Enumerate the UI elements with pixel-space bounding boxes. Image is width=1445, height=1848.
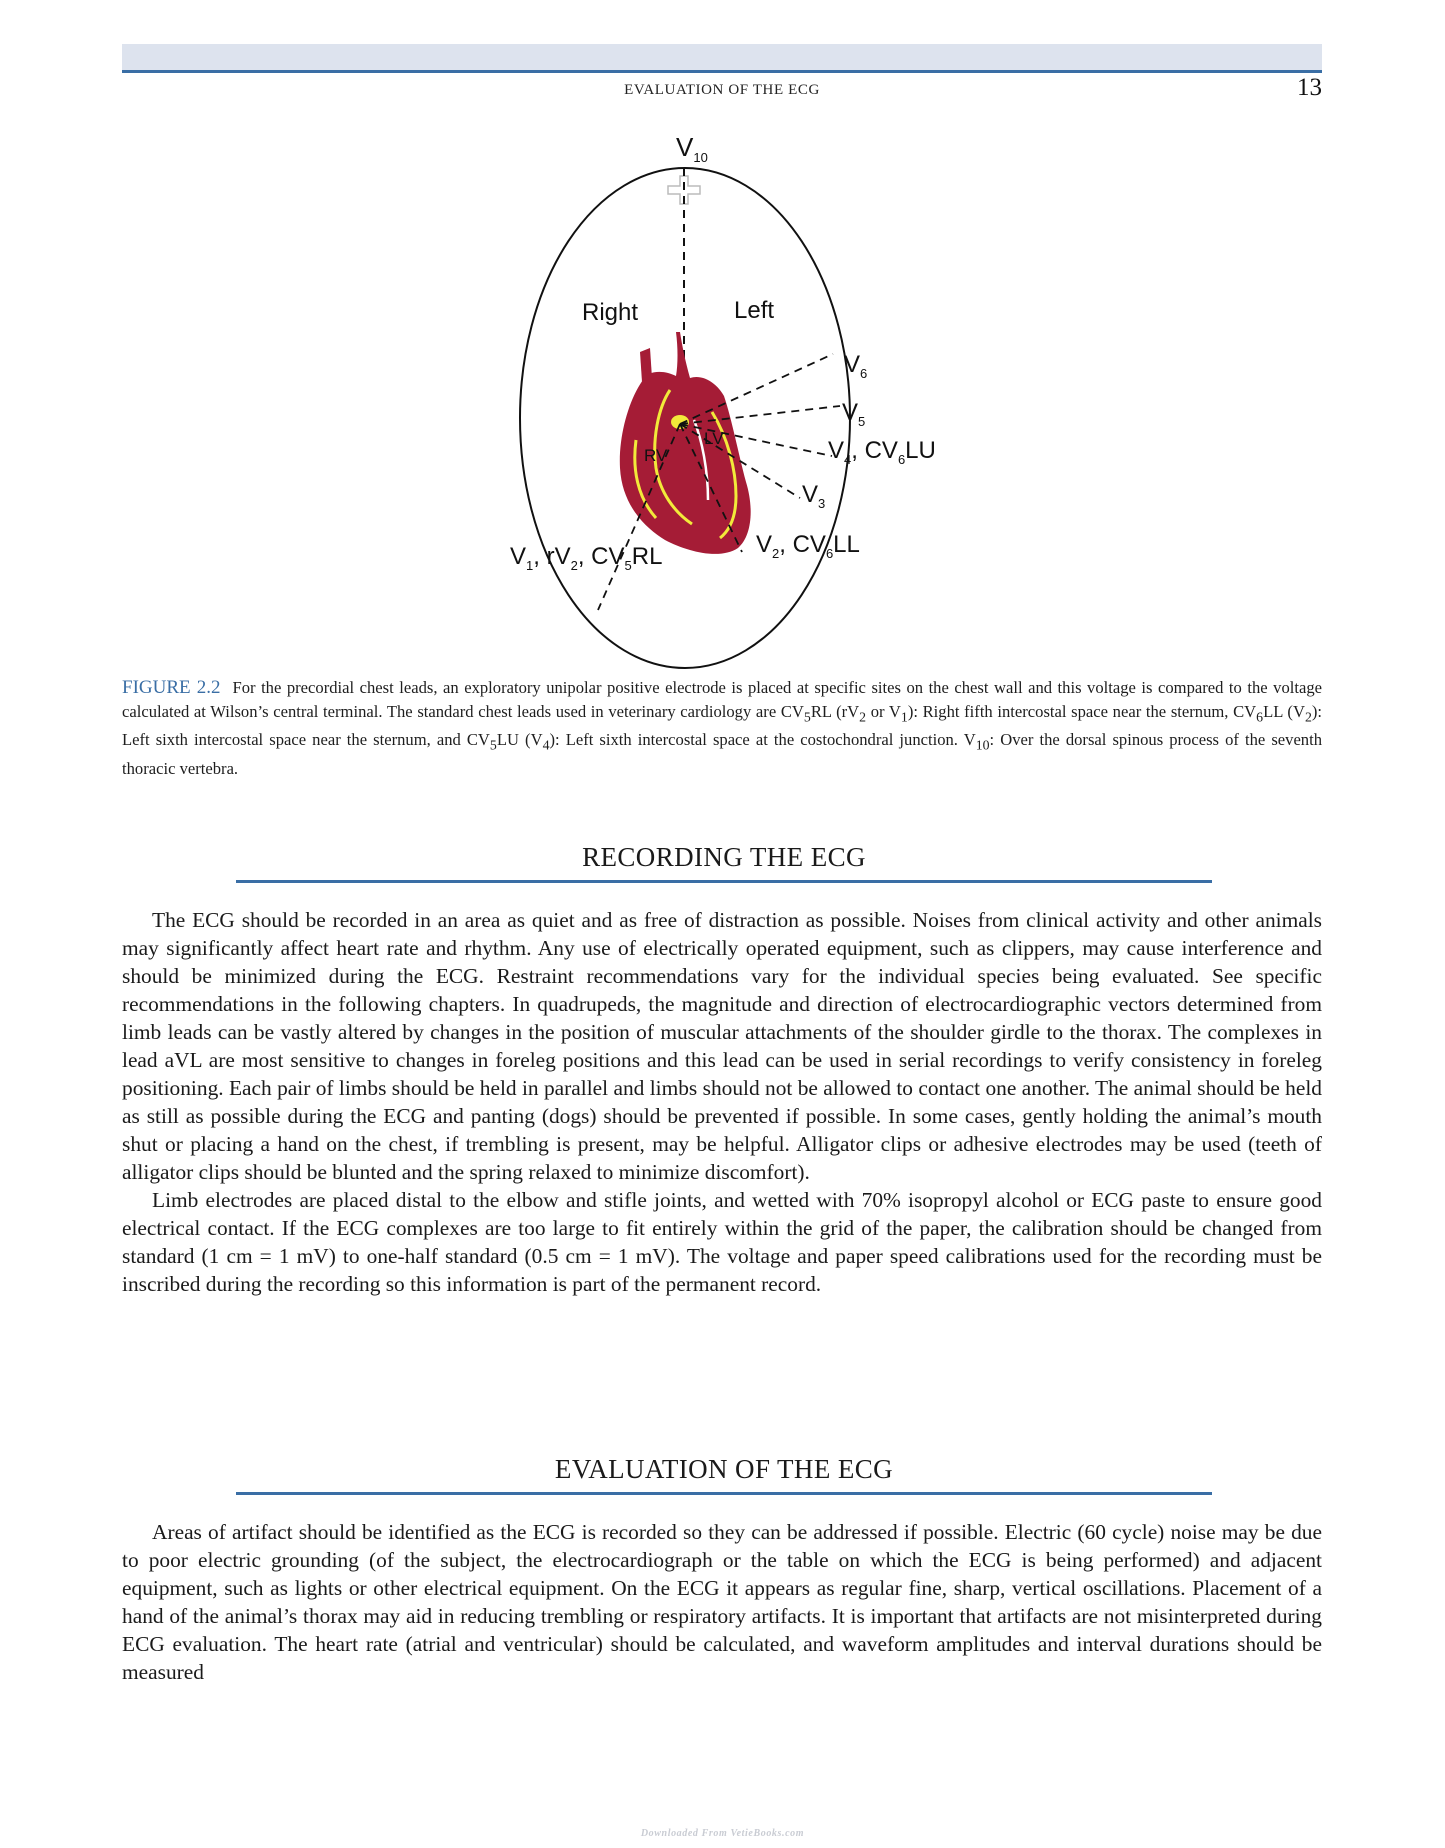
precordial-leads-figure <box>480 120 960 680</box>
section-rule <box>236 1492 1212 1495</box>
running-head: EVALUATION OF THE ECG <box>624 82 820 98</box>
section-rule <box>236 880 1212 883</box>
figure-label: FIGURE 2.2 <box>122 677 221 698</box>
lv-label: LV <box>704 429 724 448</box>
footer-watermark: Downloaded From VetieBooks.com <box>640 1828 805 1839</box>
rv-label: RV <box>644 446 668 465</box>
v6-label: $V_6$ <box>844 351 868 381</box>
v1-label: $V_1$, $rV_2$, $CV_5RL$ <box>510 543 663 573</box>
heart-icon <box>620 332 751 554</box>
header-band <box>122 44 1322 73</box>
right-label: Right <box>582 299 639 326</box>
left-label: Left <box>734 297 775 324</box>
section-body-evaluation <box>122 1518 1322 1686</box>
section-heading-evaluation: EVALUATION OF THE ECG <box>554 1454 894 1484</box>
v5-label: $V_5$ <box>842 399 866 429</box>
v10-label: $V_{10}$ <box>676 132 708 165</box>
paragraph: Limb electrodes are placed distal to the elbow and stifle joints, and wetted with 70% isopropyl alcohol or ECG paste to ensure good electrical contact. If the ECG complexes are too large to fit entirely within the grid of the paper, the calibration should be changed from standard (1 cm = 1 mV) to one-half standard (0.5 cm = 1 mV). The voltage and paper speed calibrations used for the recording must be inscribed during the recording so this information is part of the permanent record. <box>122 1188 1322 1296</box>
section-heading-recording: RECORDING THE ECG <box>582 842 866 872</box>
v3-label: $V_3$ <box>802 481 826 511</box>
v2-label: $V_2$, $CV_6LL$ <box>756 531 860 561</box>
v4-label: $V_4$, $CV_6LU$ <box>828 437 936 467</box>
paragraph: The ECG should be recorded in an area as quiet and as free of distraction as possible. Noises from clinical activity and other animals may significantly affect heart rate and rhythm. Any use of electrically operated equipment, such as clippers, may cause interference and should be minimized during the ECG. Restraint recommendations vary for the individual species being evaluated. See specific recommendations in the following chapters. In quadrupeds, the magnitude and direction of electrocardiographic vectors determined from limb leads can be vastly altered by changes in the position of muscular attachments of the shoulder girdle to the thorax. The complexes in lead aVL are most sensitive to changes in foreleg positions and this lead can be used in serial recordings to verify consistency in foreleg positioning. Each pair of limbs should be held in parallel and limbs should not be allowed to contact one another. The animal should be held as still as possible during the ECG and panting (dogs) should be prevented if possible. In some cases, gently holding the animal’s mouth shut or placing a hand on the chest, if trembling is present, may be helpful. Alligator clips or adhesive electrodes may be used (teeth of alligator clips should be blunted and the spring relaxed to minimize discomfort). <box>122 908 1322 1184</box>
section-body-recording <box>122 906 1322 1298</box>
paragraph: Areas of artifact should be identified as the ECG is recorded so they can be addressed if possible. Electric (60 cycle) noise may be due to poor electric grounding (of the subject, the electrocardiograph or the table on which the ECG is being performed) and adjacent equipment, such as lights or other electrical equipment. On the ECG it appears as regular fine, sharp, vertical oscillations. Placement of a hand of the animal’s thorax may aid in reducing trembling or respiratory artifacts. It is important that artifacts are not misinterpreted during ECG evaluation. The heart rate (atrial and ventricular) should be calculated, and waveform amplitudes and interval durations should be measured <box>122 1520 1322 1684</box>
page-number: 13 <box>1297 74 1322 101</box>
figure-caption: FIGURE 2.2 For the precordial chest leads, an exploratory unipolar positive electrode is placed at specific sites on the chest wall and this voltage is compared to the voltage calculated at Wilson’s central terminal. The standard chest leads used in veterinary cardiology are $CV_5RL$ ($rV_2$ or $V_1$): Right fifth intercostal space near the sternum, $CV_6LL$ $(V_2)$: Left sixth intercostal space near the sternum, and $CV_5LU$ $(V_4)$: Left sixth intercostal space at the costochondral junction. $V_{10}$: Over the dorsal spinous process of the seventh thoracic vertebra. <box>122 677 1323 779</box>
